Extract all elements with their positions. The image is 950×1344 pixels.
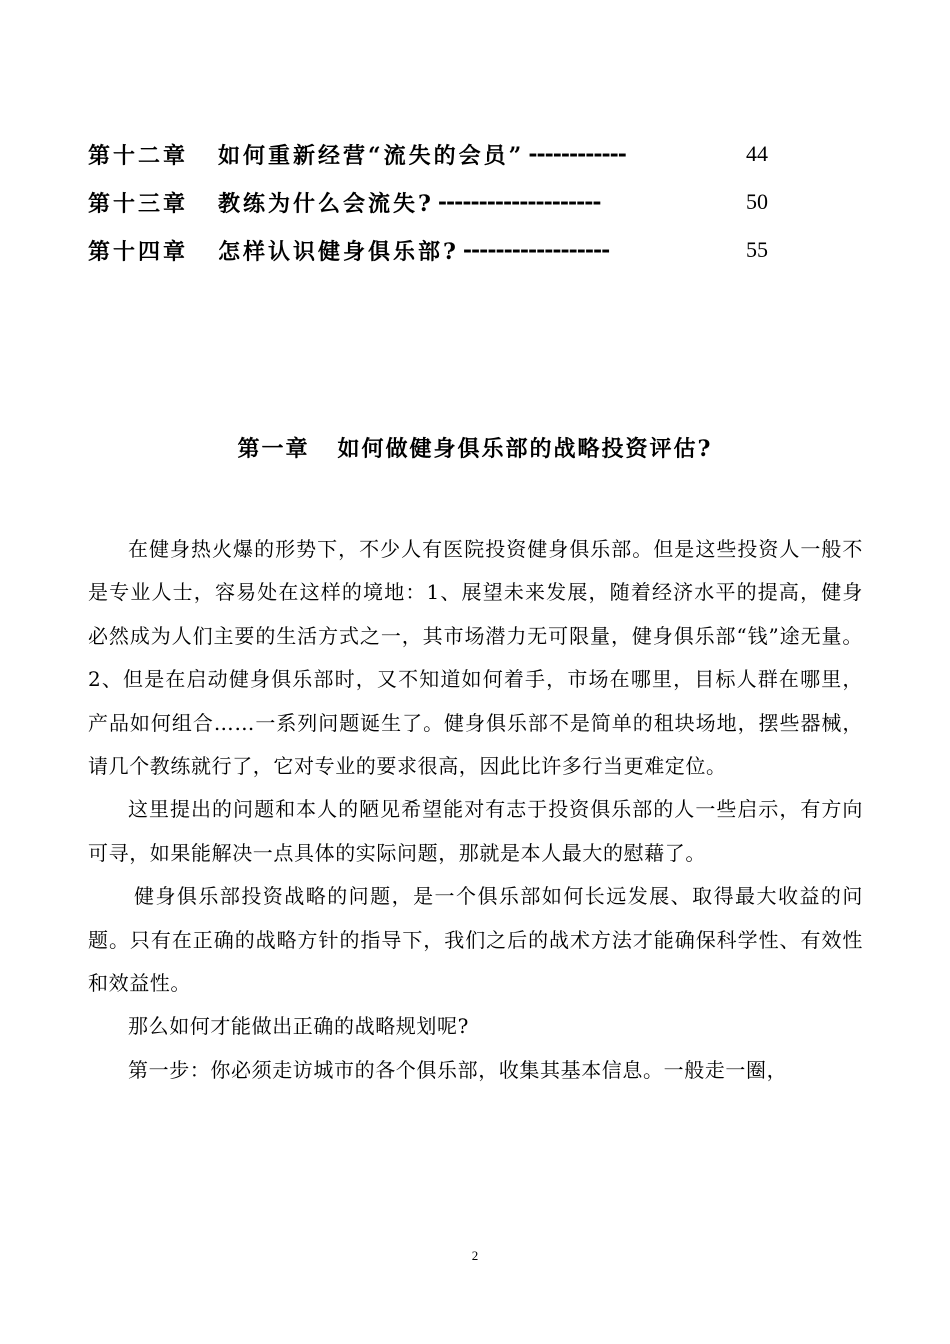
toc-entry[interactable] bbox=[88, 130, 768, 178]
toc-page-number: 50 bbox=[746, 189, 768, 214]
paragraph: 那么如何才能做出正确的战略规划呢? bbox=[128, 1014, 469, 1039]
toc-entry[interactable] bbox=[88, 226, 768, 274]
page-number: 2 bbox=[471, 1248, 479, 1263]
toc-leader: ------------ bbox=[528, 141, 626, 167]
toc-title: 怎样认识健身俱乐部? bbox=[218, 238, 459, 265]
chapter-heading bbox=[0, 432, 950, 463]
toc-title: 教练为什么会流失? bbox=[218, 190, 434, 217]
toc-leader: -------------------- bbox=[437, 189, 601, 215]
table-of-contents bbox=[88, 130, 768, 274]
toc-entry[interactable] bbox=[88, 178, 768, 226]
toc-chapter-label: 第十四章 bbox=[88, 238, 189, 265]
toc-title: 如何重新经营“流失的会员” bbox=[218, 142, 525, 169]
chapter-title: 如何做健身俱乐部的战略投资评估? bbox=[337, 436, 713, 462]
toc-page-number: 44 bbox=[746, 141, 768, 166]
chapter-number: 第一章 bbox=[237, 436, 310, 462]
paragraph: 在健身热火爆的形势下，不少人有医院投资健身俱乐部。但是这些投资人一般不是专业人士，容易处在这样的境地：1、展望未来发展，随着经济水平的提高，健身必然成为人们主要的生活方式之一，其市场潜力无可限量，健身俱乐部“钱”途无量。2、但是在启动健身俱乐部时，又不知道如何着手，市场在哪里，目标人群在哪里，产品如何组合……一系列问题诞生了。健身俱乐部不是简单的租块场地，摆些器械，请几个教练就行了，它对专业的要求很高，因此比许多行当更难定位。 bbox=[88, 537, 863, 779]
paragraph: 第一步：你必须走访城市的各个俱乐部，收集其基本信息。一般走一圈， bbox=[128, 1057, 788, 1082]
paragraph: 健身俱乐部投资战略的问题，是一个俱乐部如何长远发展、取得最大收益的问题。只有在正确的战略方针的指导下，我们之后的战术方法才能确保科学性、有效性和效益性。 bbox=[88, 884, 863, 996]
toc-chapter-label: 第十三章 bbox=[88, 190, 189, 217]
toc-page-number: 55 bbox=[746, 237, 768, 262]
body-text bbox=[88, 528, 863, 1092]
toc-leader: ------------------ bbox=[462, 237, 610, 263]
paragraph: 这里提出的问题和本人的陋见希望能对有志于投资俱乐部的人一些启示，有方向可寻，如果能解决一点具体的实际问题，那就是本人最大的慰藉了。 bbox=[88, 797, 863, 865]
toc-chapter-label: 第十二章 bbox=[88, 142, 189, 169]
